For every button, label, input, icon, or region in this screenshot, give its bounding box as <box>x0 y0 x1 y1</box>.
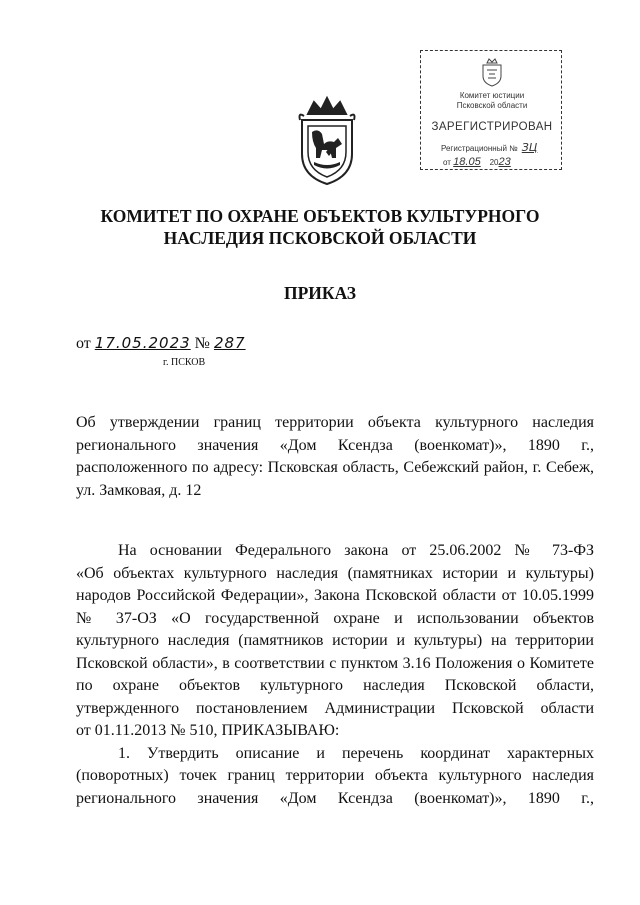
stamp-year-hand: 23 <box>498 156 511 168</box>
body-line: № 37-ОЗ «О государственной охране и использовании объектов <box>76 609 594 627</box>
body-line: «Об объектах культурного наследия (памятниках истории и культуры) <box>76 564 594 582</box>
order-date-number-line <box>76 334 246 353</box>
from-label: от <box>76 335 91 352</box>
body-line: (поворотных) точек границ территории объекта культурного наследия <box>76 767 594 784</box>
stamp-reg-number <box>441 141 561 154</box>
number-label: № <box>194 335 210 352</box>
stamp-org-line1: Комитет юстиции <box>459 91 525 100</box>
doc-type-title: ПРИКАЗ <box>283 283 357 303</box>
body-line: от 01.11.2013 № 510, ПРИКАЗЫВАЮ: <box>76 722 340 739</box>
stamp-date <box>443 156 563 168</box>
subject-line: ул. Замковая, д. 12 <box>76 481 202 499</box>
order-body <box>76 540 594 810</box>
stamp-emblem-icon <box>479 57 505 87</box>
subject-line: Об утверждении границ территории объекта культурного наследия <box>76 414 594 431</box>
stamp-date-label: от <box>443 158 451 167</box>
order-subject <box>76 412 594 502</box>
body-line: На основании Федерального закона от 25.06.2002 № 73-ФЗ <box>118 542 594 559</box>
body-line: по охране объектов культурного наследия Псковской области, <box>76 677 594 694</box>
org-title-line1: КОМИТЕТ ПО ОХРАНЕ ОБЪЕКТОВ КУЛЬТУРНОГО <box>100 206 540 226</box>
stamp-org-line2: Псковской области <box>456 101 528 110</box>
order-number: 287 <box>213 334 246 352</box>
body-line: культурного наследия (памятников истории и культуры) на территории <box>76 632 594 649</box>
stamp-reg-number-value: ЗЦ <box>521 141 538 154</box>
subject-line: расположенного по адресу: Псковская область, Себежский район, г. Себеж, <box>76 459 594 476</box>
body-line: народов Российской Федерации», Закона Псковской области от 10.05.1999 <box>76 587 594 604</box>
stamp-year-prefix: 20 <box>489 158 499 167</box>
registration-stamp <box>420 50 562 170</box>
org-title-line2: НАСЛЕДИЯ ПСКОВСКОЙ ОБЛАСТИ <box>163 228 477 248</box>
body-line: Псковской области», в соответствии с пунктом 3.16 Положения о Комитете <box>76 654 594 672</box>
body-line: утвержденного постановлением Администрации Псковской области <box>76 699 594 717</box>
stamp-registered: ЗАРЕГИСТРИРОВАН <box>431 121 553 133</box>
stamp-reg-number-label: Регистрационный № <box>441 144 518 153</box>
stamp-date-value: 18.05 <box>453 156 481 168</box>
body-line: 1. Утвердить описание и перечень координат характерных <box>118 744 594 762</box>
order-city: г. ПСКОВ <box>163 357 206 368</box>
body-line: регионального значения «Дом Ксендза (военкомат)», 1890 г., <box>76 789 594 807</box>
pskov-coat-of-arms-emblem <box>288 92 366 188</box>
order-date: 17.05.2023 <box>94 334 191 352</box>
subject-line: регионального значения «Дом Ксендза (военкомат)», 1890 г., <box>76 436 594 454</box>
